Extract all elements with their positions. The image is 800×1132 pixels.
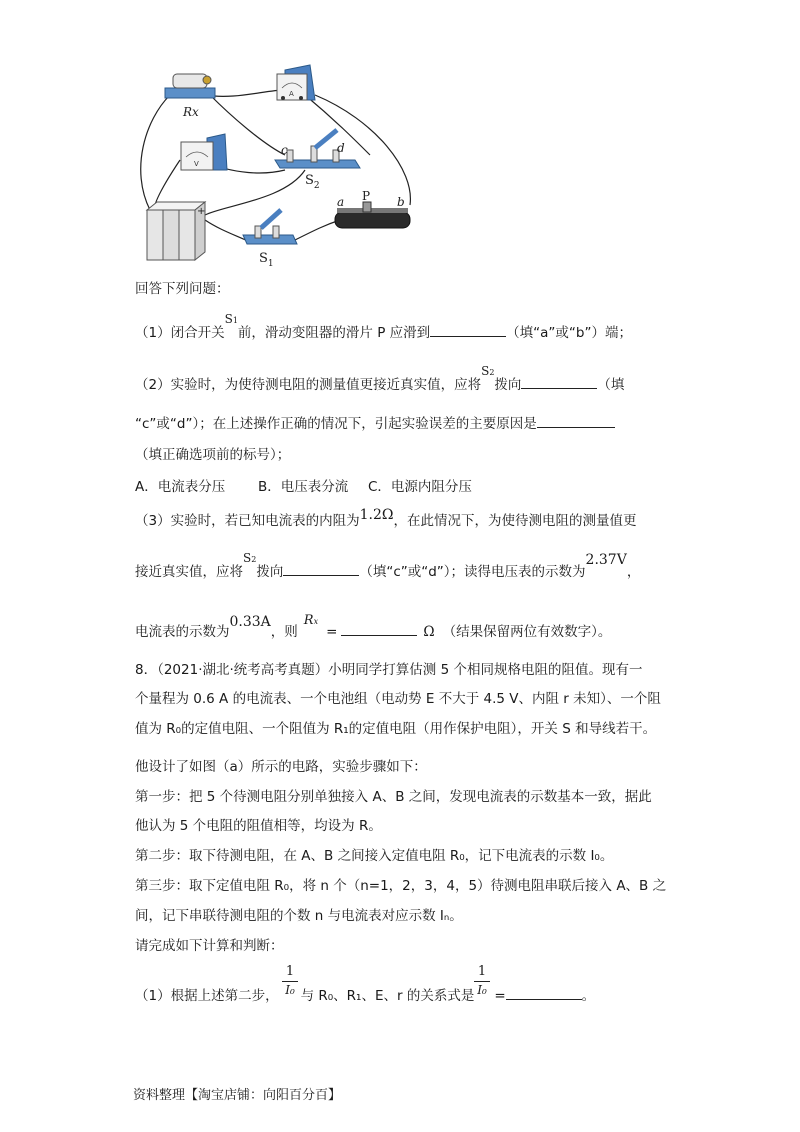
switch-s1 [243, 210, 297, 244]
q7-p2-reason-blank[interactable] [537, 413, 615, 428]
q8-line2: 个量程为 0.6 A 的电流表、一个电池组（电动势 E 不大于 4.5 V、内阻 r 未知）、一个阻 [135, 691, 661, 707]
q7-part2-line3: （填正确选项前的标号）； [135, 447, 291, 463]
q7-part2-line1: （2）实验时，为使待测电阻的测量值更接近真实值，应将S2拨向 （填 [135, 364, 625, 393]
q7-p2-blank[interactable] [521, 374, 597, 389]
q7-part3-line2: 接近真实值，应将S2拨向 （填“c”或“d”）；读得电压表的示数为2.37V， [135, 551, 641, 580]
resistor-rx [165, 74, 215, 98]
q8-step3-line1: 第三步：取下定值电阻 R₀，将 n 个（n=1，2，3，4，5）待测电阻串联后接入 A、B 之 [135, 878, 667, 894]
option-a: A．电流表分压 [135, 479, 226, 495]
q8-step2: 第二步：取下待测电阻，在 A、B 之间接入定值电阻 R₀，记下电流表的示数 I₀。 [135, 848, 614, 864]
option-b: B．电压表分流 [258, 479, 349, 495]
q8-step1-line1: 第一步：把 5 个待测电阻分别单独接入 A、B 之间，发现电流表的示数基本一致，据此 [135, 789, 652, 805]
fraction-1-over-i0-a: 1 I₀ [282, 964, 298, 997]
svg-text:+: + [197, 206, 206, 217]
svg-text:S1: $S_1$ [259, 251, 274, 269]
q7-part1: （1）闭合开关S1前，滑动变阻器的滑片 P 应滑到 （填“a”或“b”）端； [135, 312, 632, 341]
svg-text:V: V [194, 160, 199, 168]
q8-step1-line2: 他认为 5 个电阻的阻值相等，均设为 R。 [135, 818, 382, 834]
fraction-1-over-i0-b: 1 I₀ [474, 964, 490, 997]
q8-part1: （1）根据上述第二步， 与 R₀、R₁、E、r 的关系式是 = 。 [135, 985, 595, 1006]
voltmeter [181, 134, 227, 170]
q7-part3-line1: （3）实验时，若已知电流表的内阻为1.2Ω，在此情况下，为使待测电阻的测量值更 [135, 507, 637, 529]
q8-line4: 他设计了如图（a）所示的电路，实验步骤如下： [135, 759, 427, 775]
label-rx: Rx [183, 105, 199, 119]
switch-s2 [275, 130, 360, 168]
svg-text:a: a [337, 195, 345, 209]
svg-text:c: c [281, 143, 288, 157]
q8-line1: 8．（2021·湖北·统考高考真题）小明同学打算估测 5 个相同规格电阻的阻值。现有一 [135, 662, 643, 678]
option-c: C．电源内阻分压 [368, 479, 472, 495]
q8-line3: 值为 R₀的定值电阻、一个阻值为 R₁的定值电阻（用作保护电阻），开关 S 和导线若干。 [135, 721, 657, 737]
q7-part3-line3: 电流表的示数为0.33A，则Rx= Ω （结果保留两位有效数字）。 [135, 613, 612, 640]
q7-p3-rx-blank[interactable] [341, 621, 417, 636]
q7-intro: 回答下列问题： [135, 281, 230, 297]
footer-source: 资料整理【淘宝店铺：向阳百分百】 [133, 1088, 342, 1103]
q7-p1-blank[interactable] [430, 322, 506, 337]
circuit-figure [125, 60, 425, 275]
q8-step3-line2: 间，记下串联待测电阻的个数 n 与电流表对应示数 Iₙ。 [135, 908, 463, 924]
q8-ask: 请完成如下计算和判断： [135, 938, 284, 954]
ammeter [277, 65, 315, 100]
svg-text:P: P [362, 189, 371, 203]
q8-p1-blank[interactable] [506, 985, 582, 1000]
svg-text:b: b [397, 195, 405, 209]
svg-text:A: A [289, 90, 294, 98]
q7-p3-switch-blank[interactable] [283, 561, 359, 576]
svg-text:d: d [337, 141, 345, 155]
q7-part2-line2: “c”或“d”）；在上述操作正确的情况下，引起实验误差的主要原因是 [135, 413, 615, 434]
svg-text:S2: $S_2$ [305, 173, 320, 191]
